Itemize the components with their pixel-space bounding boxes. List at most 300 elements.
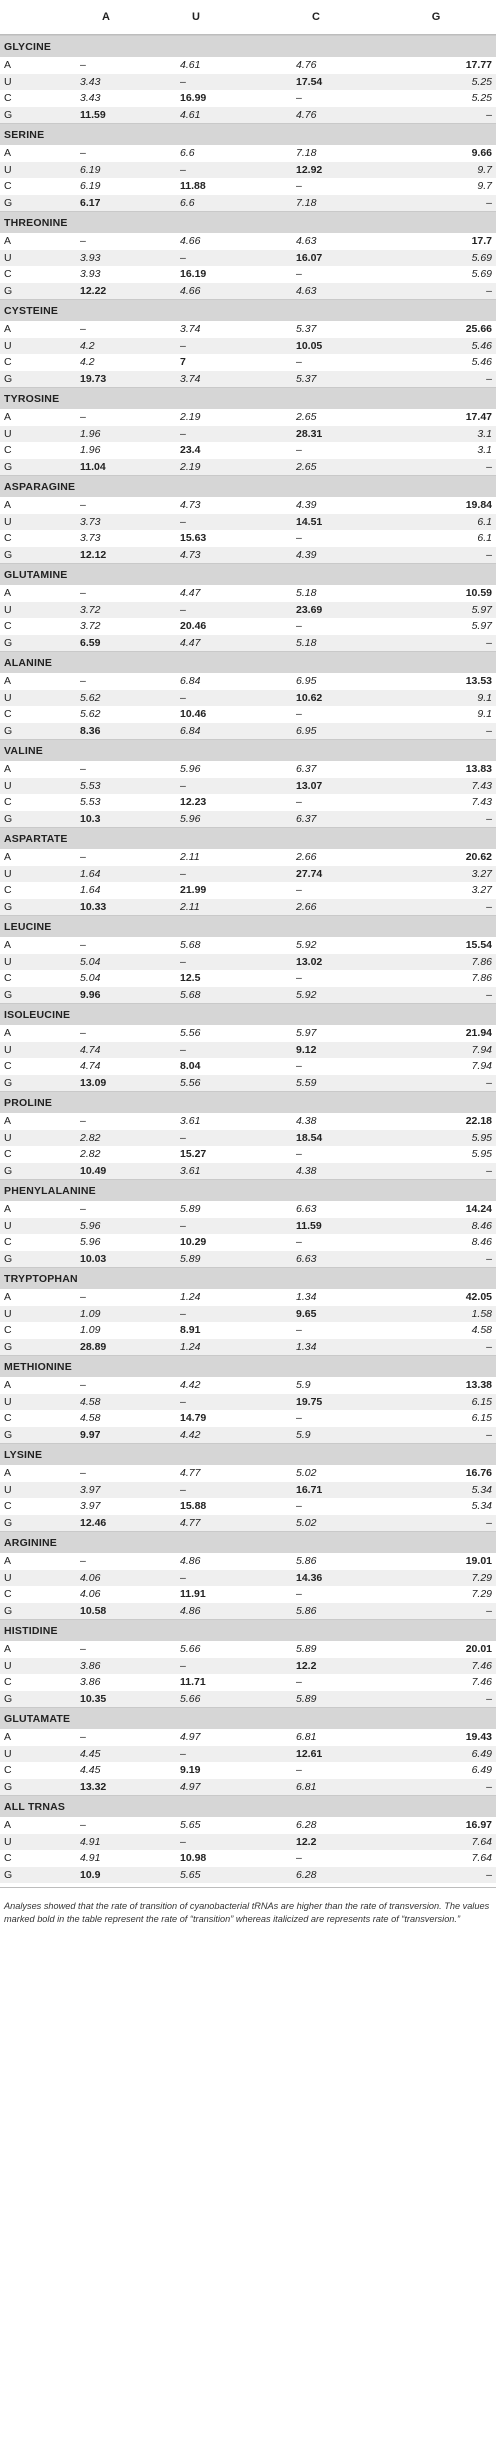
table-row (0, 547, 496, 564)
row-label: G (4, 1868, 13, 1881)
row-label: U (4, 1043, 12, 1056)
rate-cell: 5.37 (296, 372, 317, 385)
row-label: U (4, 867, 12, 880)
section-header: ALL TRNAS (0, 1795, 496, 1817)
rate-cell: 17.54 (296, 75, 323, 88)
rate-cell: 4.97 (180, 1780, 201, 1793)
row-label: G (4, 1604, 13, 1617)
rate-cell: 9.1 (477, 691, 492, 704)
rate-cell: 7.43 (471, 796, 492, 809)
rate-cell: – (80, 1819, 86, 1832)
rate-cell: 6.84 (180, 675, 201, 688)
rate-cell: – (180, 75, 186, 88)
table-row (0, 1482, 496, 1499)
rate-cell: 3.43 (80, 75, 101, 88)
row-label: U (4, 1747, 12, 1760)
row-label: U (4, 1307, 12, 1320)
rate-cell: 5.89 (296, 1643, 317, 1656)
rate-cell: – (296, 972, 302, 985)
rate-cell: 12.61 (296, 1747, 323, 1760)
rate-cell: – (80, 763, 86, 776)
rate-cell: – (80, 851, 86, 864)
rate-cell: 14.79 (180, 1412, 207, 1425)
rate-cell: 3.72 (80, 620, 101, 633)
row-label: U (4, 1131, 12, 1144)
section-header: METHIONINE (0, 1355, 496, 1377)
rate-cell: 10.9 (80, 1868, 101, 1881)
rate-cell: 6.28 (296, 1819, 317, 1832)
table-row (0, 1834, 496, 1851)
row-label: U (4, 1395, 12, 1408)
table-row (0, 1339, 496, 1356)
table-footnote: Analyses showed that the rate of transition of cyanobacterial tRNAs are higher than the rate of transversion. The values marked bold in the table represent the rate of “transition” whereas italicized are represents rate of “transversion.” (0, 1887, 496, 1926)
rate-cell: 5.89 (180, 1252, 201, 1265)
rate-cell: – (486, 1164, 492, 1177)
table-row (0, 937, 496, 954)
row-label: C (4, 972, 12, 985)
table-row (0, 1410, 496, 1427)
rate-cell: – (180, 339, 186, 352)
rate-cell: 7.29 (471, 1588, 492, 1601)
rate-cell: 4.61 (180, 59, 201, 72)
rate-cell: 7.64 (471, 1835, 492, 1848)
rate-cell: 3.74 (180, 372, 201, 385)
rate-cell: – (296, 1588, 302, 1601)
rate-cell: – (486, 724, 492, 737)
rate-cell: 7.43 (471, 779, 492, 792)
rate-cell: 1.24 (180, 1291, 201, 1304)
rate-cell: – (80, 1643, 86, 1656)
rate-cell: 5.62 (80, 708, 101, 721)
rate-cell: – (296, 1676, 302, 1689)
rate-cell: 8.46 (471, 1219, 492, 1232)
row-label: C (4, 796, 12, 809)
rate-cell: 10.3 (80, 812, 101, 825)
rate-cell: 10.62 (296, 691, 323, 704)
row-label: A (4, 851, 12, 864)
table-row (0, 1641, 496, 1658)
rate-cell: 3.61 (180, 1164, 201, 1177)
table-row (0, 899, 496, 916)
rate-cell: 2.66 (296, 851, 317, 864)
section-header: VALINE (0, 739, 496, 761)
rate-cell: 12.22 (80, 284, 107, 297)
table-row (0, 602, 496, 619)
table-row (0, 233, 496, 250)
rate-cell: – (180, 1835, 186, 1848)
row-label: A (4, 411, 12, 424)
rate-cell: – (180, 603, 186, 616)
row-label: G (4, 1252, 13, 1265)
rate-cell: – (80, 1027, 86, 1040)
rate-cell: 2.19 (180, 460, 201, 473)
rate-cell: 27.74 (296, 867, 323, 880)
rate-cell: – (486, 1868, 492, 1881)
rate-cell: – (486, 196, 492, 209)
rate-cell: 4.2 (80, 339, 95, 352)
row-label: A (4, 939, 12, 952)
rate-cell: – (296, 1852, 302, 1865)
rate-cell: 11.71 (180, 1676, 206, 1689)
rate-cell: 6.37 (296, 763, 317, 776)
table-row (0, 1691, 496, 1708)
rate-cell: 1.96 (80, 427, 101, 440)
rate-cell: 21.99 (180, 884, 207, 897)
rate-cell: 6.49 (471, 1747, 492, 1760)
rate-cell: – (180, 955, 186, 968)
rate-cell: 6.95 (296, 724, 317, 737)
rate-cell: 1.58 (471, 1307, 492, 1320)
table-row (0, 1729, 496, 1746)
table-row (0, 1042, 496, 1059)
rate-cell: 4.73 (180, 499, 201, 512)
rate-cell: – (296, 356, 302, 369)
rate-cell: – (180, 427, 186, 440)
rate-cell: 22.18 (465, 1115, 492, 1128)
row-label: G (4, 1692, 13, 1705)
rate-cell: 10.05 (296, 339, 323, 352)
table-row (0, 1586, 496, 1603)
rate-cell: 2.82 (80, 1131, 101, 1144)
rate-cell: 6.63 (296, 1252, 317, 1265)
rate-cell: 5.96 (180, 812, 201, 825)
table-row (0, 970, 496, 987)
section-header: SERINE (0, 123, 496, 145)
rate-cell: – (180, 1747, 186, 1760)
rate-cell: – (80, 1731, 86, 1744)
rate-cell: 7.46 (471, 1659, 492, 1672)
rate-cell: 6.6 (180, 196, 195, 209)
rate-cell: 5.95 (471, 1148, 492, 1161)
rate-cell: 12.46 (80, 1516, 107, 1529)
table-row (0, 1817, 496, 1834)
rate-cell: – (80, 1115, 86, 1128)
row-label: C (4, 1060, 12, 1073)
rate-cell: 2.11 (180, 851, 200, 864)
rate-cell: – (180, 1659, 186, 1672)
rate-cell: 6.28 (296, 1868, 317, 1881)
row-label: C (4, 1676, 12, 1689)
rate-cell: 9.65 (296, 1307, 317, 1320)
rate-cell: 13.53 (465, 675, 492, 688)
table-row (0, 673, 496, 690)
rate-cell: 4.45 (80, 1764, 101, 1777)
table-row (0, 354, 496, 371)
row-label: A (4, 1555, 12, 1568)
rate-cell: 5.9 (296, 1428, 311, 1441)
rate-cell: 5.18 (296, 636, 317, 649)
table-row (0, 442, 496, 459)
row-label: A (4, 1643, 12, 1656)
row-label: G (4, 372, 13, 385)
table-row (0, 1427, 496, 1444)
rate-cell: 3.73 (80, 532, 101, 545)
table-row (0, 1394, 496, 1411)
rate-cell: 5.92 (296, 939, 317, 952)
table-row (0, 882, 496, 899)
row-label: U (4, 427, 12, 440)
rate-cell: 5.86 (296, 1555, 317, 1568)
rate-cell: – (296, 1148, 302, 1161)
table-row (0, 1146, 496, 1163)
row-label: G (4, 1340, 13, 1353)
table-row (0, 866, 496, 883)
row-label: C (4, 1852, 12, 1865)
section-header: GLUTAMATE (0, 1707, 496, 1729)
table-row (0, 1603, 496, 1620)
rate-cell: – (486, 108, 492, 121)
table-row (0, 90, 496, 107)
rate-cell: 3.27 (471, 867, 492, 880)
rate-cell: 5.37 (296, 323, 317, 336)
section-header: PROLINE (0, 1091, 496, 1113)
table-row (0, 1306, 496, 1323)
row-label: A (4, 1467, 12, 1480)
rate-cell: 2.82 (80, 1148, 101, 1161)
rate-cell: 28.89 (80, 1340, 107, 1353)
table-body (0, 35, 496, 1883)
rate-cell: 9.97 (80, 1428, 101, 1441)
rate-cell: 2.66 (296, 900, 317, 913)
rate-cell: – (180, 779, 186, 792)
rate-cell: 4.58 (471, 1324, 492, 1337)
rate-cell: – (486, 460, 492, 473)
header-u: U (192, 11, 200, 23)
rate-cell: – (296, 1500, 302, 1513)
rate-cell: 12.92 (296, 163, 323, 176)
rate-cell: – (180, 515, 186, 528)
rate-cell: 11.59 (80, 108, 106, 121)
rate-cell: 6.37 (296, 812, 317, 825)
rate-cell: – (486, 1076, 492, 1089)
rate-cell: 4.42 (180, 1379, 201, 1392)
rate-cell: 5.66 (180, 1692, 201, 1705)
rate-cell: – (80, 235, 86, 248)
rate-cell: 5.66 (180, 1643, 201, 1656)
table-row (0, 1025, 496, 1042)
rate-cell: 10.03 (80, 1252, 107, 1265)
rate-cell: 4.42 (180, 1428, 201, 1441)
row-label: C (4, 444, 12, 457)
rate-cell: 10.58 (80, 1604, 107, 1617)
rate-cell: 6.19 (80, 180, 101, 193)
rate-cell: 13.02 (296, 955, 323, 968)
rate-cell: 5.69 (471, 268, 492, 281)
rate-cell: 4.76 (296, 108, 317, 121)
rate-cell: – (296, 708, 302, 721)
rate-cell: 6.84 (180, 724, 201, 737)
table-row (0, 338, 496, 355)
rate-cell: 6.1 (477, 532, 492, 545)
table-row (0, 145, 496, 162)
rate-cell: – (296, 1060, 302, 1073)
rate-cell: 6.95 (296, 675, 317, 688)
rate-cell: – (80, 675, 86, 688)
row-label: G (4, 988, 13, 1001)
rate-cell: 4.06 (80, 1588, 101, 1601)
rate-cell: – (296, 1412, 302, 1425)
table-row (0, 1322, 496, 1339)
rate-cell: 3.97 (80, 1500, 101, 1513)
rate-cell: 9.66 (471, 147, 492, 160)
row-label: A (4, 1027, 12, 1040)
row-label: C (4, 1588, 12, 1601)
row-label: G (4, 1076, 13, 1089)
section-header: ASPARAGINE (0, 475, 496, 497)
rate-cell: 10.35 (80, 1692, 107, 1705)
table-row (0, 1465, 496, 1482)
rate-cell: 15.63 (180, 532, 207, 545)
table-row (0, 811, 496, 828)
table-row (0, 1218, 496, 1235)
table-row (0, 723, 496, 740)
table-row (0, 283, 496, 300)
rate-cell: 4.38 (296, 1115, 317, 1128)
row-label: G (4, 1516, 13, 1529)
rate-cell: 4.39 (296, 499, 317, 512)
table-row (0, 987, 496, 1004)
table-row (0, 778, 496, 795)
rate-cell: 4.63 (296, 284, 317, 297)
rate-cell: 5.96 (80, 1219, 101, 1232)
rate-cell: 19.84 (465, 499, 492, 512)
rate-cell: 5.69 (471, 251, 492, 264)
rate-cell: 4.73 (180, 548, 201, 561)
rate-cell: 1.96 (80, 444, 101, 457)
rate-cell: 42.05 (465, 1291, 492, 1304)
rate-cell: 7.18 (296, 147, 317, 160)
section-header: GLYCINE (0, 35, 496, 57)
rate-cell: 20.62 (465, 851, 492, 864)
rate-cell: 4.86 (180, 1555, 201, 1568)
row-label: G (4, 636, 13, 649)
rate-cell: – (180, 691, 186, 704)
table-row (0, 1058, 496, 1075)
section-header: ARGININE (0, 1531, 496, 1553)
row-label: A (4, 1115, 12, 1128)
rate-cell: 16.76 (465, 1467, 492, 1480)
section-header: PHENYLALANINE (0, 1179, 496, 1201)
rate-cell: 16.19 (180, 268, 207, 281)
rate-cell: – (486, 1604, 492, 1617)
row-label: G (4, 108, 13, 121)
rate-cell: 4.47 (180, 587, 201, 600)
row-label: C (4, 1412, 12, 1425)
rate-cell: 7.46 (471, 1676, 492, 1689)
table-row (0, 585, 496, 602)
rate-cell: 4.45 (80, 1747, 101, 1760)
rate-cell: 19.01 (465, 1555, 492, 1568)
rate-cell: – (296, 1324, 302, 1337)
rate-cell: 10.49 (80, 1164, 107, 1177)
rate-cell: 5.04 (80, 972, 101, 985)
table-row (0, 1779, 496, 1796)
rate-cell: 14.36 (296, 1571, 323, 1584)
rate-cell: 3.73 (80, 515, 101, 528)
rate-cell: 5.53 (80, 796, 101, 809)
rate-cell: 19.43 (465, 1731, 492, 1744)
rate-cell: 20.46 (180, 620, 207, 633)
rate-cell: – (180, 1307, 186, 1320)
row-label: A (4, 1379, 12, 1392)
rate-cell: 4.2 (80, 356, 95, 369)
rate-cell: 5.92 (296, 988, 317, 1001)
table-row (0, 426, 496, 443)
row-label: C (4, 1500, 12, 1513)
rate-cell: – (296, 444, 302, 457)
rate-cell: 12.5 (180, 972, 201, 985)
rate-cell: 21.94 (465, 1027, 492, 1040)
rate-cell: 14.24 (465, 1203, 492, 1216)
rate-cell: 7.64 (471, 1852, 492, 1865)
row-label: A (4, 499, 12, 512)
rate-cell: 18.54 (296, 1131, 323, 1144)
row-label: G (4, 1428, 13, 1441)
rate-cell: 4.47 (180, 636, 201, 649)
rate-cell: 4.77 (180, 1516, 201, 1529)
rate-cell: 2.19 (180, 411, 201, 424)
rate-cell: 12.2 (296, 1659, 317, 1672)
rate-cell: – (80, 1379, 86, 1392)
rate-cell: 13.38 (465, 1379, 492, 1392)
row-label: A (4, 323, 12, 336)
rate-cell: 6.49 (471, 1764, 492, 1777)
rate-cell: – (180, 251, 186, 264)
rate-cell: 6.81 (296, 1731, 317, 1744)
row-label: C (4, 708, 12, 721)
rate-cell: 3.93 (80, 251, 101, 264)
row-label: G (4, 724, 13, 737)
rate-cell: 11.59 (296, 1219, 322, 1232)
rate-cell: 11.04 (80, 460, 106, 473)
rate-cell: 6.81 (296, 1780, 317, 1793)
row-label: C (4, 268, 12, 281)
table-row (0, 409, 496, 426)
rate-cell: 8.36 (80, 724, 101, 737)
rate-cell: 19.75 (296, 1395, 323, 1408)
rate-cell: – (296, 92, 302, 105)
table-row (0, 1163, 496, 1180)
row-label: A (4, 235, 12, 248)
rate-cell: 23.69 (296, 603, 323, 616)
row-label: U (4, 515, 12, 528)
section-header: LEUCINE (0, 915, 496, 937)
table-row (0, 1762, 496, 1779)
rate-cell: – (486, 1780, 492, 1793)
rate-cell: – (180, 1219, 186, 1232)
rate-cell: 5.56 (180, 1027, 201, 1040)
rate-cell: 7.18 (296, 196, 317, 209)
row-label: A (4, 763, 12, 776)
table-row (0, 371, 496, 388)
row-label: U (4, 779, 12, 792)
rate-cell: 3.93 (80, 268, 101, 281)
rate-cell: 1.64 (80, 867, 101, 880)
rate-cell: 3.61 (180, 1115, 201, 1128)
rate-cell: 5.53 (80, 779, 101, 792)
rate-cell: 4.38 (296, 1164, 317, 1177)
table-row (0, 1850, 496, 1867)
table-row (0, 1570, 496, 1587)
rate-cell: 16.07 (296, 251, 323, 264)
header-a: A (102, 11, 110, 23)
rate-cell: 13.32 (80, 1780, 107, 1793)
rate-cell: 4.58 (80, 1412, 101, 1425)
rate-cell: – (486, 1252, 492, 1265)
rate-cell: – (180, 867, 186, 880)
section-header: THREONINE (0, 211, 496, 233)
rate-cell: – (80, 587, 86, 600)
